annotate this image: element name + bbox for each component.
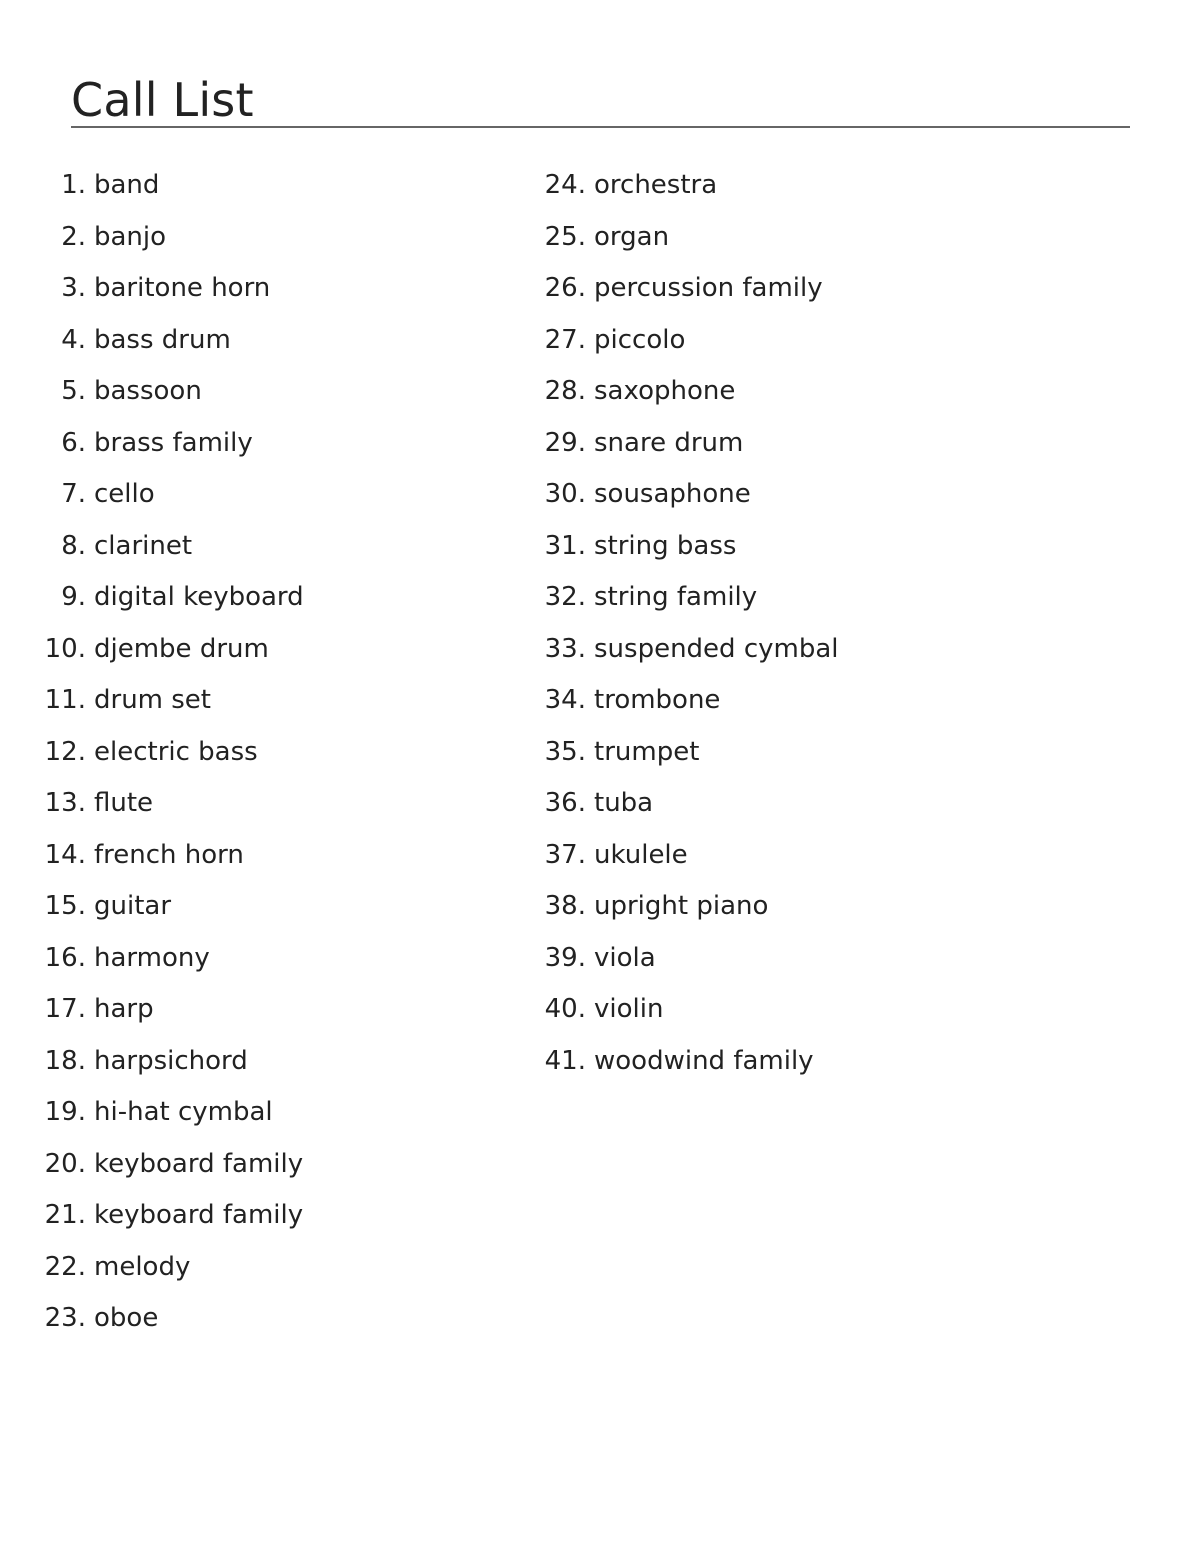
list-item [536,830,839,882]
list-item [36,263,304,315]
item-word: keyboard family [94,1148,304,1179]
page-title: Call List [71,73,254,127]
item-word: drum set [94,685,211,715]
list-item [36,675,304,727]
item-number: 19. [44,1097,86,1127]
item-word: trumpet [594,736,700,767]
list-item [36,1036,304,1088]
item-word: upright piano [594,891,769,921]
list-item [536,418,839,470]
list-item [36,315,304,367]
list-item [36,727,304,779]
item-word: electric bass [94,736,258,767]
item-number: 18. [44,1045,86,1076]
item-number: 34. [544,685,586,715]
list-item [36,1242,304,1294]
list-item [36,881,304,933]
item-word: orchestra [594,170,718,200]
list-item [536,315,839,367]
item-number: 22. [44,1251,86,1282]
item-word: snare drum [594,427,744,458]
item-number: 41. [544,1045,586,1076]
item-number: 13. [44,788,86,818]
item-number: 1. [61,170,86,200]
item-number: 20. [44,1148,86,1179]
list-item [536,366,839,418]
list-item [536,160,839,212]
list-item [536,212,839,264]
item-number: 38. [544,891,586,921]
item-word: djembe drum [94,633,269,664]
item-number: 3. [61,273,86,303]
list-item [536,881,839,933]
item-number: 40. [544,994,586,1024]
item-number: 2. [61,221,86,252]
item-number: 16. [44,942,86,973]
item-word: melody [94,1251,191,1282]
item-word: suspended cymbal [594,633,839,664]
item-word: guitar [94,891,172,921]
list-item [36,1293,304,1345]
item-number: 9. [61,582,86,612]
list-item [536,933,839,985]
item-word: oboe [94,1303,159,1333]
list-item [36,1139,304,1191]
item-word: woodwind family [594,1045,814,1076]
list-item [36,830,304,882]
call-list-column-left [36,160,304,1345]
item-word: digital keyboard [94,582,304,612]
list-item [36,1087,304,1139]
item-word: cello [94,479,155,509]
list-item [536,984,839,1036]
item-word: baritone horn [94,273,271,303]
item-number: 31. [544,530,586,561]
list-item [536,263,839,315]
item-word: harp [94,994,154,1024]
title-divider [71,126,1130,128]
item-word: viola [594,942,656,973]
list-item [36,418,304,470]
item-word: banjo [94,221,167,252]
item-word: organ [594,221,670,252]
item-word: violin [594,994,664,1024]
item-number: 28. [544,376,586,406]
list-item [36,212,304,264]
item-word: saxophone [594,376,736,406]
item-word: clarinet [94,530,193,561]
item-word: tuba [594,788,654,818]
item-number: 5. [61,376,86,406]
item-word: string bass [594,530,737,561]
item-number: 25. [544,221,586,252]
item-number: 32. [544,582,586,612]
list-item [536,469,839,521]
item-word: piccolo [594,324,686,355]
list-item [36,572,304,624]
item-number: 21. [44,1200,86,1230]
list-item [36,778,304,830]
item-word: sousaphone [594,479,751,509]
item-word: harpsichord [94,1045,248,1076]
item-number: 8. [61,530,86,561]
item-number: 10. [44,633,86,664]
item-word: flute [94,788,154,818]
item-word: string family [594,582,758,612]
item-word: harmony [94,942,210,973]
item-number: 11. [44,685,86,715]
item-word: hi-hat cymbal [94,1097,273,1127]
item-number: 37. [544,839,586,870]
item-word: bass drum [94,324,231,355]
item-number: 30. [544,479,586,509]
item-number: 7. [61,479,86,509]
list-item [536,521,839,573]
item-word: keyboard family [94,1200,304,1230]
item-word: french horn [94,839,244,870]
list-item [36,469,304,521]
call-list-column-right [536,160,839,1087]
item-number: 14. [44,839,86,870]
item-number: 12. [44,736,86,767]
item-number: 17. [44,994,86,1024]
item-word: trombone [594,685,721,715]
item-number: 39. [544,942,586,973]
item-word: brass family [94,427,253,458]
item-number: 24. [544,170,586,200]
list-item [536,572,839,624]
list-item [536,624,839,676]
list-item [36,1190,304,1242]
list-item [36,160,304,212]
item-word: ukulele [594,839,688,870]
item-number: 29. [544,427,586,458]
item-number: 23. [44,1303,86,1333]
item-number: 33. [544,633,586,664]
item-number: 35. [544,736,586,767]
list-item [536,1036,839,1088]
list-item [36,933,304,985]
item-number: 26. [544,273,586,303]
list-item [36,984,304,1036]
item-word: bassoon [94,376,202,406]
item-number: 4. [61,324,86,355]
list-item [36,521,304,573]
list-item [536,727,839,779]
list-item [36,366,304,418]
item-number: 36. [544,788,586,818]
item-number: 27. [544,324,586,355]
list-item [536,778,839,830]
item-word: percussion family [594,273,823,303]
item-word: band [94,170,160,200]
list-item [536,675,839,727]
item-number: 6. [61,427,86,458]
item-number: 15. [44,891,86,921]
list-item [36,624,304,676]
